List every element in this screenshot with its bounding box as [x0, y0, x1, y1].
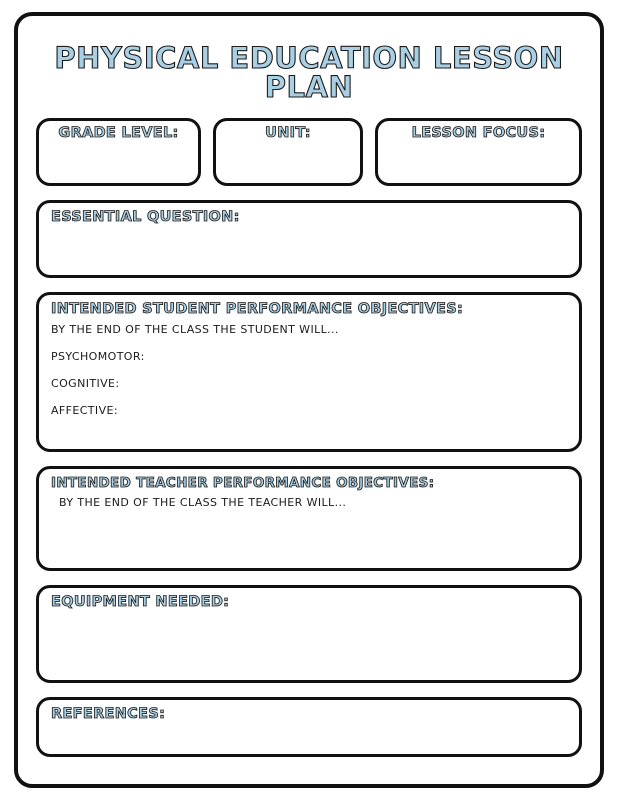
- lesson-focus-label: LESSON FOCUS:: [411, 125, 546, 141]
- unit-field[interactable]: [213, 118, 363, 186]
- page-title: PHYSICAL EDUCATION LESSON PLAN: [54, 41, 564, 104]
- worksheet-border: [14, 12, 604, 788]
- essential-question-label: ESSENTIAL QUESTION:: [51, 209, 240, 225]
- student-objectives-label: INTENDED STUDENT PERFORMANCE OBJECTIVES:: [51, 301, 464, 317]
- affective-field-label: AFFECTIVE:: [51, 404, 118, 418]
- grade-level-label: GRADE LEVEL:: [58, 125, 179, 141]
- grade-level-field[interactable]: [36, 118, 201, 186]
- teacher-objectives-section[interactable]: [36, 466, 582, 571]
- worksheet-content: [18, 16, 600, 784]
- essential-question-section[interactable]: [36, 200, 582, 278]
- references-label: REFERENCES:: [51, 706, 166, 722]
- equipment-needed-label: EQUIPMENT NEEDED:: [51, 594, 230, 610]
- top-field-row: [36, 118, 582, 186]
- student-objectives-prompt: BY THE END OF THE CLASS THE STUDENT WILL...: [51, 323, 339, 337]
- lesson-focus-field[interactable]: [375, 118, 582, 186]
- cognitive-field-label: COGNITIVE:: [51, 377, 120, 391]
- unit-label: UNIT:: [265, 125, 311, 141]
- equipment-needed-section[interactable]: [36, 585, 582, 683]
- teacher-objectives-prompt: BY THE END OF THE CLASS THE TEACHER WILL...: [59, 496, 347, 510]
- page-title-wrap: [36, 41, 582, 104]
- student-objectives-section[interactable]: [36, 292, 582, 452]
- psychomotor-field-label: PSYCHOMOTOR:: [51, 350, 145, 364]
- references-section[interactable]: [36, 697, 582, 757]
- teacher-objectives-label: INTENDED TEACHER PERFORMANCE OBJECTIVES:: [51, 475, 435, 491]
